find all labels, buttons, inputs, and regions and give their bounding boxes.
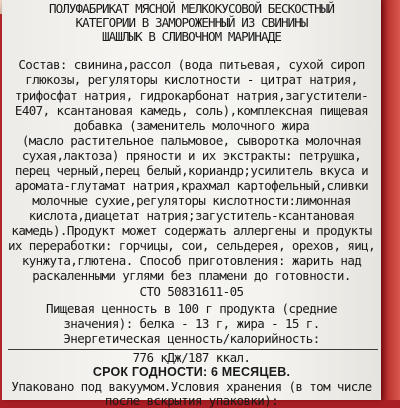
standard-code: СТО 50831611-05	[139, 284, 244, 299]
ingredients-line-9: аромата-глутамат натрия,крахмал картофельный,сливки	[14, 178, 369, 193]
ingredients-line-10: молочные сухие,регуляторы кислотности:лимонная	[32, 193, 351, 208]
product-label	[2, 0, 381, 408]
title-line-3: ШАШЛЫК В СЛИВОЧНОМ МАРИНАДЕ	[102, 29, 281, 44]
ingredients-line-2: глюкозы, регуляторы кислотности - цитрат натрия,	[25, 72, 358, 87]
shelf-life: СРОК ГОДНОСТИ: 6 МЕСЯЦЕВ.	[92, 365, 291, 379]
preparation-line: раскаленными углями без пламени до готовности.	[32, 268, 351, 283]
energy-line-2: 776 кДж/187 ккал.	[132, 350, 251, 365]
ingredients-line-8: перец черный,перец белый,кориандр;усилитель вкуса и	[14, 163, 369, 178]
ingredients-line-3: трифосфат натрия, гидрокарбонат натрия,загустители-	[14, 88, 369, 103]
ingredients-line-1: Состав: свинина,рассол (вода питьевая, сухой сироп	[18, 57, 365, 72]
energy-line-1: Энергетическая ценность/калорийность:	[63, 331, 320, 346]
storage-line-2: после вскрытия упаковки):	[104, 393, 279, 408]
ingredients-line-12: камедь).Продукт может содержать аллергены и продукты	[11, 223, 372, 238]
ingredients-line-4: Е407, ксантановая камедь, соль),комплексная пищевая	[14, 103, 369, 118]
nutrition-line-1: Пищевая ценность в 100 г продукта (средние	[46, 301, 337, 316]
ingredients-line-7: сухая,лактоза) пряности и их экстракты: петрушка,	[21, 148, 362, 163]
storage-line-1: Упаковано под вакуумом.Условия хранения (в том числе	[11, 379, 372, 394]
allergens-line-2: кунжута,глютена. Способ приготовления: жарить над	[21, 253, 362, 268]
meat-background-right	[381, 0, 400, 400]
nutrition-line-2: значения): белка - 13 г, жира - 15 г.	[63, 316, 320, 331]
ingredients-line-5: добавка (заменитель молочного жира	[73, 118, 310, 133]
allergens-line-1: их переработки: горчицы, сои, сельдерея, орехов, яиц,	[7, 238, 376, 253]
title-line-2: КАТЕГОРИИ В ЗАМОРОЖЕННЫЙ ИЗ СВИНИНЫ	[75, 15, 308, 30]
title-line-1: ПОЛУФАБРИКАТ МЯСНОЙ МЕЛКОКУСОВОЙ БЕСКОСТНЫЙ	[49, 1, 334, 16]
ingredients-line-6: (масло растительное пальмовое, сыворотка молочная	[21, 133, 362, 148]
ingredients-line-11: кислота,диацетат натрия;загуститель-ксантановая	[28, 208, 355, 223]
